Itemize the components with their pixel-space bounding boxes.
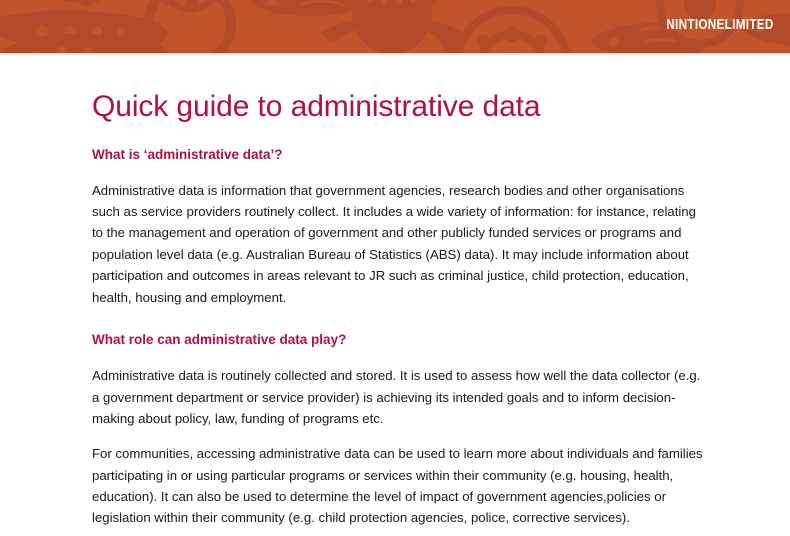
- section-heading-what-is-administrative-data: What is ‘administrative data’?: [92, 146, 283, 162]
- section-paragraph: Administrative data is routinely collected and stored. It is used to assess how well the data collector (e.g. a government department or service provider) is achieving its intended goals and to inform decision-making about policy, law, funding of programs etc.: [92, 368, 701, 426]
- section-paragraph: Administrative data is information that government agencies, research bodies and other organisations such as service providers routinely collect. It includes a wide variety of information: for instance, relating to the management and operation of government and other publicly funded services or programs and population level data (e.g. Australian Bureau of Statistics (ABS) data). It may include information about participation and outcomes in areas relevant to JR such as criminal justice, child protection, education, health, housing and employment.: [92, 182, 696, 305]
- page-title: Quick guide to administrative data: [92, 90, 541, 123]
- section-paragraph: For communities, accessing administrative data can be used to learn more about individuals and families participating in or using particular programs or services within their community (e.g. housing, health, education). It can also be used to determine the level of impact of government agencies,policies or legislation within their community (e.g. child protection agencies, police, corrective services).: [92, 446, 703, 526]
- section-heading-what-role-can-administrative-data-play: What role can administrative data play?: [92, 331, 347, 347]
- page-header-banner: [0, 0, 790, 53]
- company-logo-text: NINTIONELIMITED: [666, 16, 774, 33]
- document-page: [0, 53, 790, 529]
- document-content: [92, 53, 705, 529]
